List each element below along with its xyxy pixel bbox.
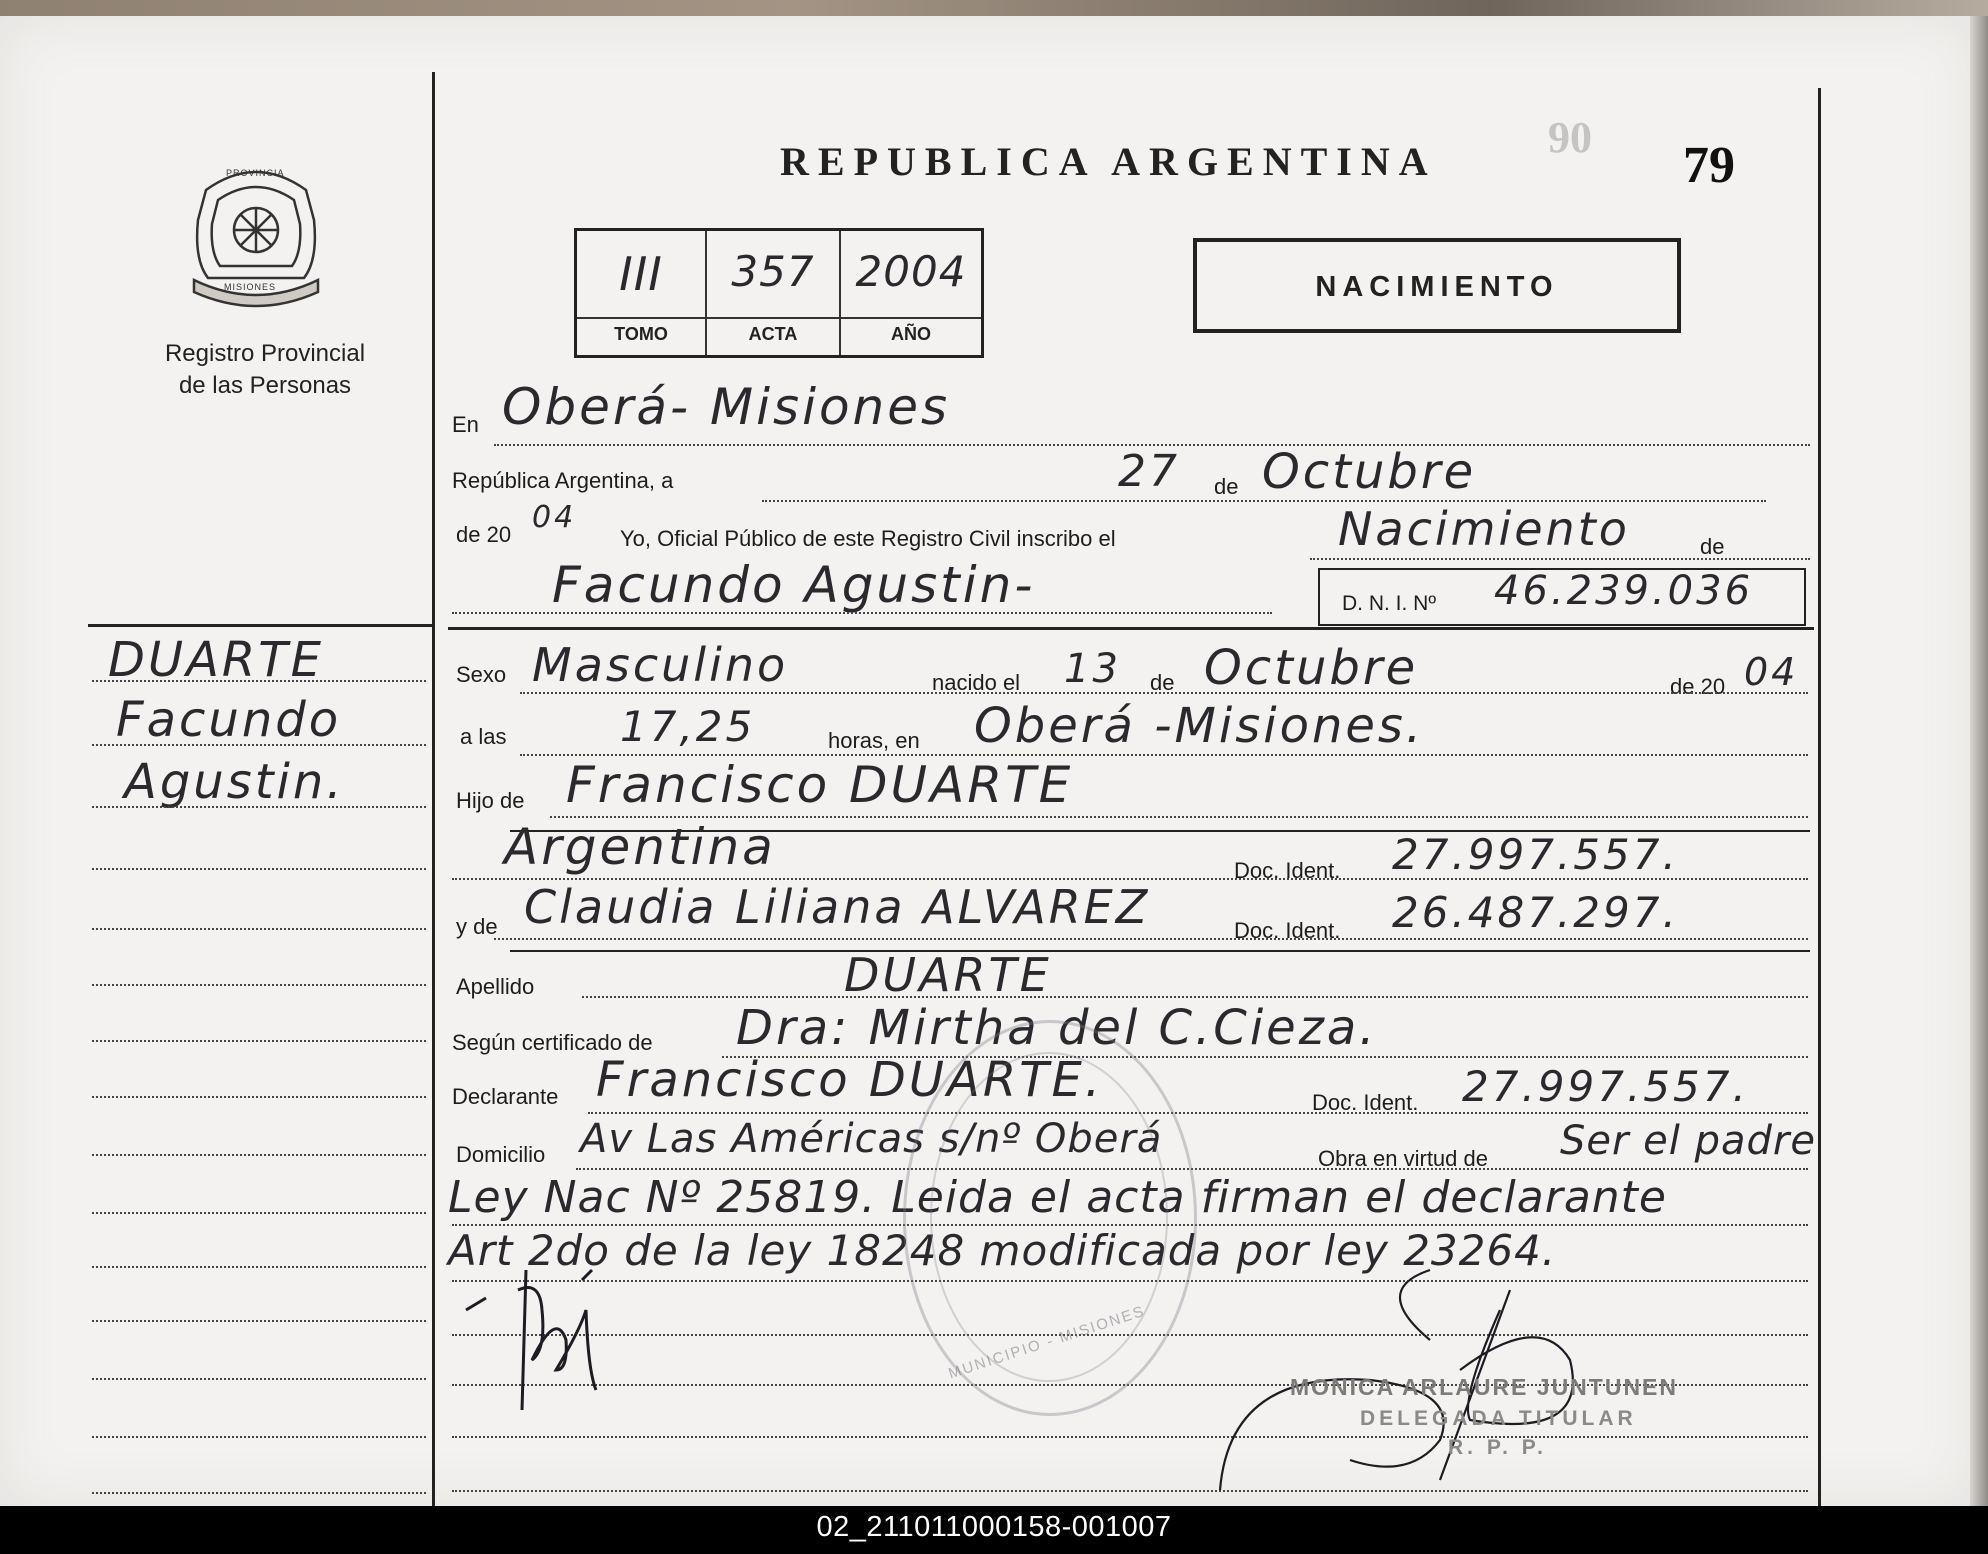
surname-line: [582, 996, 1808, 998]
registry-name: [120, 338, 410, 403]
obra-label: Obra en virtud de: [1318, 1146, 1488, 1171]
declarant-line: [588, 1112, 1808, 1114]
sexo-line: [520, 692, 1808, 694]
ano-cell: [841, 231, 981, 355]
margin-line: [92, 744, 426, 746]
birth-place-value: Oberá -Misiones.: [974, 698, 1425, 754]
registry-name-line1: Registro Provincial: [164, 340, 366, 367]
birth-year-prefix: de 20: [1670, 674, 1726, 699]
certificado-label: Según certificado de: [452, 1030, 653, 1055]
margin-line: [92, 680, 426, 682]
page-number: 79: [1683, 137, 1735, 194]
birth-year-suffix: 04: [1744, 650, 1799, 694]
margin-middle-name: Agustin.: [124, 754, 345, 810]
birth-day-value: 13: [1064, 646, 1121, 692]
margin-line: [92, 806, 426, 808]
surname-value: DUARTE: [844, 948, 1052, 1002]
record-type-box: [1193, 238, 1681, 333]
dni-value: 46.239.036: [1494, 568, 1754, 614]
country-title: REPUBLICA ARGENTINA: [780, 139, 1437, 184]
margin-line: [92, 868, 426, 870]
doc-ident-label-3: Doc. Ident.: [1312, 1090, 1419, 1115]
official-org: R. P. P.: [1448, 1436, 1547, 1459]
notes-line-2: Art 2do de la ley 18248 modificada por ley 23264.: [448, 1226, 1557, 1275]
de-after-kind: de: [1700, 534, 1725, 559]
year-prefix: de 20: [456, 522, 512, 547]
de-label-2: de: [1150, 670, 1175, 695]
margin-line: [92, 1212, 426, 1214]
declarant-doc-value: 27.997.557.: [1462, 1062, 1749, 1111]
tomo-cell: [577, 231, 707, 355]
republica-label: República Argentina, a: [452, 468, 674, 493]
section-rule-3: [510, 950, 1810, 952]
nacido-label: nacido el: [932, 670, 1021, 695]
faded-page-number: 90: [1548, 113, 1592, 162]
domicilio-label: Domicilio: [456, 1142, 546, 1167]
doc-ident-label-2: Doc. Ident.: [1234, 918, 1341, 943]
a-las-label: a las: [460, 724, 507, 749]
margin-line: [92, 984, 426, 986]
oficial-text: Yo, Oficial Público de este Registro Civil inscribo el: [620, 526, 1116, 551]
margin-line: [92, 1436, 426, 1438]
margin-line: [92, 1096, 426, 1098]
sexo-value: Masculino: [532, 638, 789, 692]
child-name-value: Facundo Agustin-: [552, 556, 1036, 614]
margin-line: [92, 928, 426, 930]
seal-text-bottom: MISIONES: [224, 282, 277, 292]
margin-line: [92, 1320, 426, 1322]
notes-line-1: Ley Nac Nº 25819. Leida el acta firman el declarante: [448, 1172, 1667, 1223]
margin-divider: [432, 72, 435, 1506]
doc-ident-label: Doc. Ident.: [1234, 858, 1341, 883]
acta-cell: [707, 231, 841, 355]
dni-label: D. N. I. Nº: [1342, 592, 1437, 615]
mother-name-value: Claudia Liliana ALVAREZ: [524, 880, 1151, 934]
year-suffix: 04: [532, 500, 577, 535]
margin-line: [92, 1266, 426, 1268]
document-id: 02_211011000158-001007: [816, 1511, 1172, 1543]
declarant-signature: [456, 1250, 656, 1430]
mother-doc-value: 26.487.297.: [1392, 888, 1679, 937]
official-role: DELEGADA TITULAR: [1360, 1407, 1637, 1430]
ano-value: 2004: [855, 247, 967, 296]
horas-label: horas, en: [828, 728, 920, 753]
section-rule-1: [448, 627, 1814, 630]
sexo-label: Sexo: [456, 662, 507, 687]
obra-value: Ser el padre: [1560, 1118, 1816, 1164]
margin-top-rule: [88, 624, 432, 627]
act-box-separator: [577, 317, 981, 319]
acta-label: ACTA: [748, 324, 798, 344]
child-name-line: [452, 612, 1272, 614]
father-nationality-value: Argentina: [504, 818, 776, 876]
kind-line: [1310, 558, 1810, 560]
father-doc-value: 27.997.557.: [1392, 830, 1679, 879]
hijo-label: Hijo de: [456, 788, 525, 813]
tomo-value: III: [619, 247, 663, 301]
margin-line: [92, 1492, 426, 1494]
doctor-value: Dra: Mirtha del C.Cieza.: [736, 1000, 1378, 1056]
father-name-value: Francisco DUARTE: [566, 756, 1074, 814]
birth-time-value: 17,25: [620, 702, 756, 751]
apellido-label: Apellido: [456, 974, 535, 999]
right-border: [1818, 88, 1821, 1506]
birth-month-value: Octubre: [1204, 640, 1419, 696]
margin-surname: DUARTE: [108, 632, 324, 688]
margin-first-name: Facundo: [116, 692, 342, 748]
act-reference-box: [574, 228, 984, 358]
declarante-label: Declarante: [452, 1084, 559, 1109]
month-value: Octubre: [1262, 444, 1477, 500]
margin-line: [92, 1378, 426, 1380]
official-name: MONICA ARLAURE JUNTUNEN: [1290, 1374, 1679, 1400]
margin-line: [92, 1154, 426, 1156]
de-label: de: [1214, 474, 1239, 499]
day-value: 27: [1118, 446, 1180, 497]
declarant-value: Francisco DUARTE.: [596, 1052, 1104, 1108]
sheet-edge: [1970, 16, 1988, 1506]
margin-line: [92, 1040, 426, 1042]
record-type-label: NACIMIENTO: [1315, 271, 1559, 303]
act-kind-value: Nacimiento: [1338, 502, 1630, 556]
stamp-ring-text: MUNICIPIO - MISIONES: [946, 1302, 1148, 1383]
address-value: Av Las Américas s/nº Oberá: [580, 1116, 1163, 1162]
mother-line: [494, 938, 1808, 940]
seal-text-top: PROVINCIA: [226, 168, 285, 178]
place-value: Oberá- Misiones: [502, 378, 951, 436]
acta-value: 357: [731, 247, 815, 296]
en-label: En: [452, 412, 479, 437]
registry-name-line2: de las Personas: [178, 372, 352, 400]
tomo-label: TOMO: [614, 324, 668, 344]
ano-label: AÑO: [891, 324, 931, 344]
y-de-label: y de: [456, 914, 498, 939]
